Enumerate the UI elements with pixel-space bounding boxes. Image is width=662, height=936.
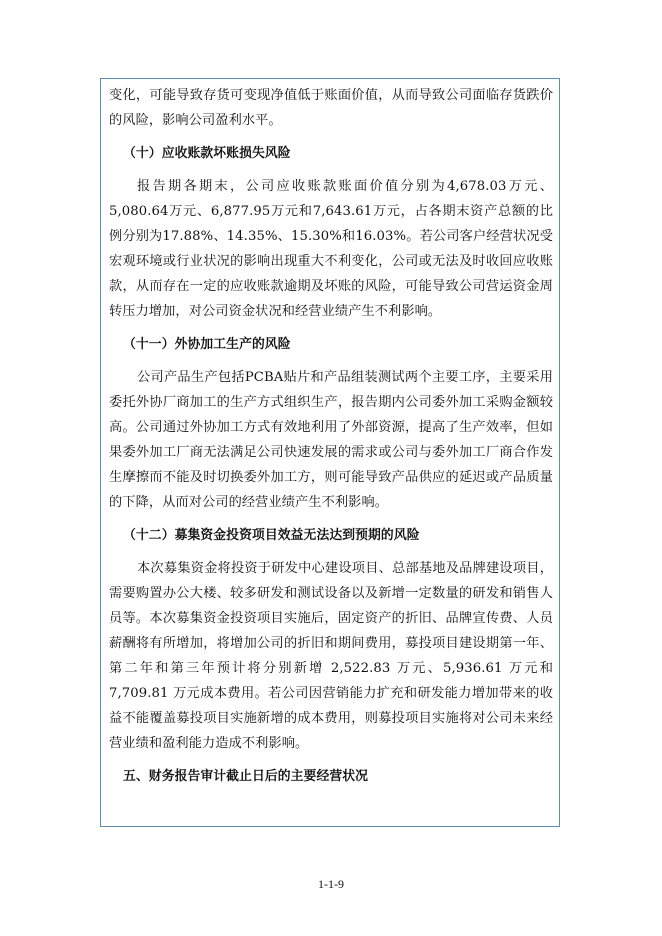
continuation-paragraph: 变化，可能导致存货可变现净值低于账面价值，从而导致公司面临存货跌价的风险，影响公司盈利水平。 bbox=[109, 88, 553, 128]
section-body-outsourcing: 公司产品生产包括PCBA贴片和产品组装测试两个主要工序，主要采用委托外协厂商加工的生产方式组织生产，报告期内公司委外加工采购金额较高。公司通过外协加工方式有效地利用了外部资源，提高了生产效率，但如果委外加工厂商无法满足公司快速发展的需求或公司与委外加工厂商合作发生摩擦而不能及时切换委外加工方，则可能导致产品供应的延迟或产品质量的下降，从而对公司的经营业绩产生不利影响。 bbox=[109, 370, 553, 510]
content-frame bbox=[100, 78, 560, 827]
section-heading-outsourcing: （十一）外协加工生产的风险 bbox=[123, 337, 291, 352]
page-number: 1-1-9 bbox=[318, 877, 344, 891]
document-body bbox=[109, 83, 553, 797]
section-body-receivables: 报告期各期末，公司应收账款账面价值分别为4,678.03万元、5,080.64万元、6,877.95万元和7,643.61万元，占各期末资产总额的比例分别为17.88%、14.35%、15.30%和16.03%。若公司客户经营状况受宏观环境或行业状况的影响出现重大不利变化，公司或无法及时收回应收账款，从而存在一定的应收账款逾期及坏账的风险，可能导致公司营运资金周转压力增加，对公司资金状况和经营业绩产生不利影响。 bbox=[109, 179, 553, 319]
section-body-fundraising: 本次募集资金将投资于研发中心建设项目、总部基地及品牌建设项目，需要购置办公大楼、较多研发和测试设备以及新增一定数量的研发和销售人员等。本次募集资金投资项目实施后，固定资产的折旧、品牌宣传费、人员薪酬将有所增加，将增加公司的折旧和期间费用，募投项目建设期第一年、第二年和第三年预计将分别新增 2,522.83 万元、5,936.61 万元和 7,709.81 万元成本费用。若公司因营销能力扩充和研发能力增加带来的收益不能覆盖募投项目实施新增的成本费用，则募投项目实施将对公司未来经营业绩和盈利能力造成不利影响。 bbox=[109, 561, 553, 751]
section-heading-receivables: （十）应收账款坏账损失风险 bbox=[123, 146, 291, 161]
section-heading-fundraising: （十二）募集资金投资项目效益无法达到预期的风险 bbox=[123, 528, 420, 543]
final-heading: 五、财务报告审计截止日后的主要经营状况 bbox=[123, 769, 369, 784]
